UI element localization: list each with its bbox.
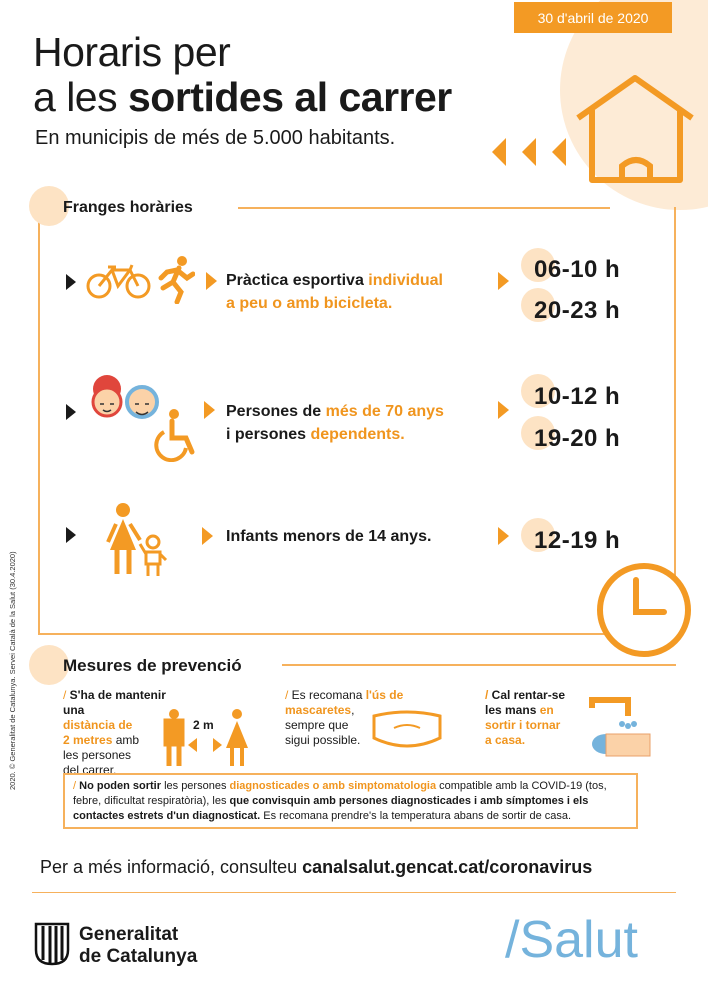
info-line: Per a més informació, consulteu canalsalut.gencat.cat/coronavirus <box>40 857 593 877</box>
divider <box>32 892 676 893</box>
time-slot: 19-20 h <box>534 425 621 452</box>
measure-mask-text: / Es recomana l'ús de mascaretes, sempre que sigui possible. <box>285 688 404 747</box>
row-sport-text: Pràctica esportiva individual a peu o amb bicicleta. <box>226 272 443 312</box>
generalitat-shield-icon <box>34 922 70 966</box>
arrow-icon <box>498 272 509 290</box>
mother-child-icon <box>104 500 170 580</box>
measure-handwash-text: / Cal rentar-se les mans en sortir i tornar a casa. <box>485 688 566 747</box>
row-children-text: Infants menors de 14 anys. <box>226 528 432 545</box>
bullet-arrow-icon <box>66 404 76 420</box>
bullet-arrow-icon <box>66 274 76 290</box>
time-slot: 10-12 h <box>534 383 621 410</box>
time-slot: 06-10 h <box>534 256 621 283</box>
divider <box>282 664 676 666</box>
page-title-line1: Horaris per <box>33 29 231 75</box>
date-badge: 30 d'abril de 2020 <box>514 2 672 33</box>
handwash-icon <box>588 694 658 762</box>
wheelchair-icon <box>150 408 198 462</box>
arrow-icon <box>204 401 215 419</box>
arrow-icon <box>206 272 217 290</box>
measure-distance-text: / S'ha de mantenir una distància de 2 metres amb les persones del carrer. <box>63 688 166 777</box>
arrow-icon <box>202 527 213 545</box>
franges-title: Franges horàries <box>63 199 193 216</box>
bicycle-icon <box>86 262 152 302</box>
arrow-icon <box>498 527 509 545</box>
bullet-arrow-icon <box>66 527 76 543</box>
row-elderly-text: Persones de més de 70 anys i persones dependents. <box>226 403 444 443</box>
clock-icon <box>592 558 696 662</box>
distance-label: 2 m <box>193 718 214 732</box>
page-subtitle: En municipis de més de 5.000 habitants. <box>35 127 396 149</box>
generalitat-logo-text: Generalitat de Catalunya <box>79 924 198 967</box>
person-icon <box>160 708 188 770</box>
side-credit: 2020. © Generalitat de Catalunya. Servei Català de la Salut (30.4.2020) <box>8 551 17 790</box>
time-slot: 20-23 h <box>534 297 621 324</box>
salut-logo: /Salut <box>505 911 638 969</box>
divider <box>238 207 610 209</box>
note-box: / No poden sortir les persones diagnosticades o amb simptomatologia compatible amb la COVID-19 (tos, febre, dificultat respiratòria), les que convisquin amb persones diagnosticades i amb símptomes i els contactes estrets d'un diagnosticat. Es recomana prendre's la temperatura abans de sortir de casa. <box>63 773 638 829</box>
prevencio-title: Mesures de prevenció <box>63 656 242 675</box>
distance-arrows-icon <box>188 738 222 752</box>
page-title-line2: a les sortides al carrer <box>33 74 452 120</box>
person-icon <box>222 708 252 770</box>
house-icon <box>492 70 702 190</box>
info-link[interactable]: canalsalut.gencat.cat/coronavirus <box>302 857 593 877</box>
time-slot: 12-19 h <box>534 527 621 554</box>
arrow-icon <box>498 401 509 419</box>
runner-icon <box>155 254 195 304</box>
mask-icon <box>368 708 446 752</box>
